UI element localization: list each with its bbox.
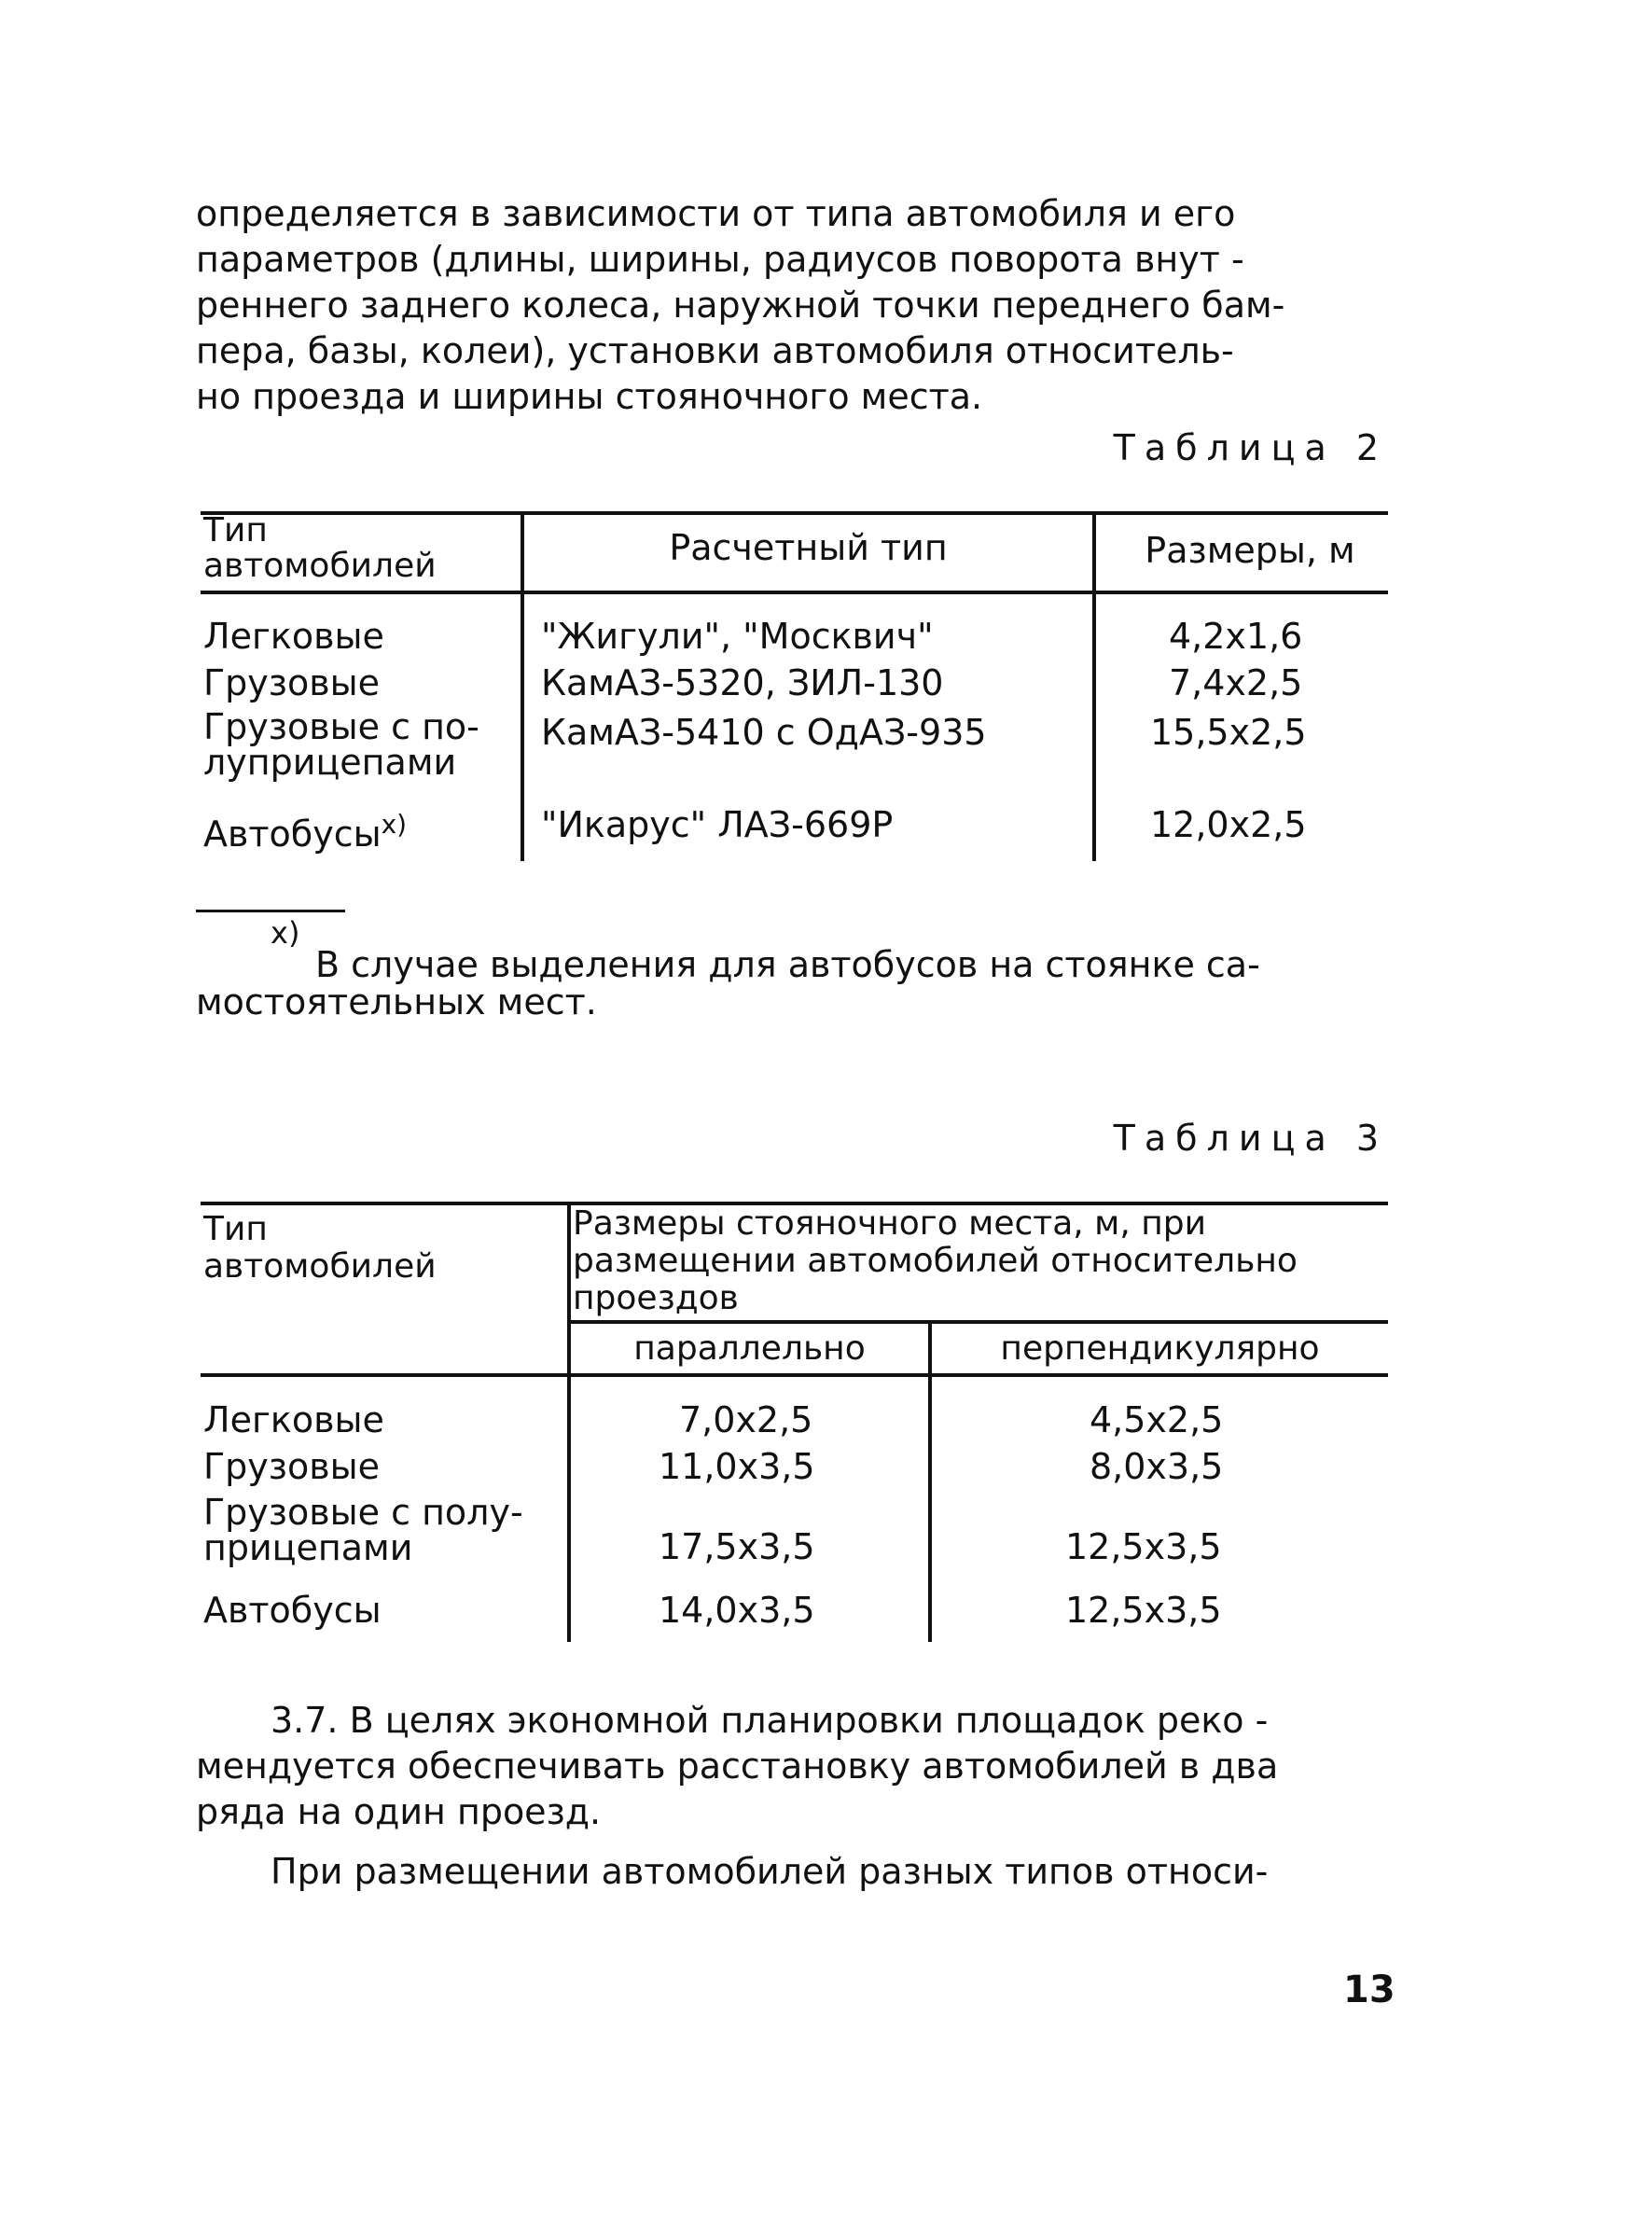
- table2-row-model: КамАЗ-5320, ЗИЛ-130: [541, 662, 944, 703]
- intro-line: но проезда и ширины стояночного места.: [196, 376, 983, 417]
- intro-line: реннего заднего колеса, наружной точки переднего бам-: [196, 285, 1285, 326]
- last-line: При размещении автомобилей разных типов относи-: [271, 1851, 1269, 1892]
- section-line: 3.7. В целях экономной планировки площадок реко -: [271, 1700, 1269, 1741]
- table2-row-size: 12,0х2,5: [1150, 804, 1307, 845]
- last-paragraph: [271, 1849, 1474, 1895]
- page-number: 13: [1343, 1968, 1395, 2011]
- table3-header-rule: [201, 1373, 1388, 1377]
- footnote-line: В случае выделения для автобусов на стоянке са-: [315, 944, 1260, 985]
- table2-row-type-text: Автобусы: [203, 814, 382, 855]
- footnote-line: мостоятельных мест.: [196, 981, 597, 1022]
- table3-row-type: Грузовые: [203, 1446, 381, 1487]
- table3-row-parallel: 14,0х3,5: [659, 1590, 815, 1631]
- table2-row-model: КамАЗ-5410 с ОдАЗ-935: [541, 712, 987, 753]
- table3-row-parallel: 11,0х3,5: [659, 1446, 815, 1487]
- table2-header-size: Размеры, м: [1145, 530, 1355, 571]
- table2-row-type: Грузовые с по- луприцепами: [203, 706, 479, 783]
- footnote-ref: х): [381, 809, 408, 840]
- table3-header-group: Размеры стояночного места, м, при размещении автомобилей относительно проездов: [573, 1204, 1298, 1317]
- section-paragraph: [271, 1698, 1474, 1744]
- table2-row-type: [203, 804, 407, 855]
- table2-header-model: Расчетный тип: [669, 527, 948, 568]
- intro-line: определяется в зависимости от типа автомобиля и его: [196, 193, 1236, 234]
- table3-row-parallel: 17,5х3,5: [659, 1526, 815, 1567]
- table2-row-size: 7,4х2,5: [1169, 662, 1303, 703]
- intro-paragraph: [196, 191, 1399, 420]
- table3-subheader-perpendicular: перпендикулярно: [1000, 1329, 1320, 1368]
- table3-row-parallel: 7,0х2,5: [679, 1399, 813, 1440]
- table2-row-size: 15,5х2,5: [1150, 712, 1307, 753]
- table3-row-perpendicular: 8,0х3,5: [1090, 1446, 1224, 1487]
- table3-row-perpendicular: 4,5х2,5: [1090, 1399, 1224, 1440]
- section-line: ряда на один проезд.: [196, 1791, 602, 1832]
- table3-row-type: Грузовые с полу- прицепами: [203, 1492, 523, 1568]
- table2-row-size: 4,2х1,6: [1169, 616, 1303, 657]
- footnote-marker: х): [271, 915, 300, 951]
- table3-row-type: Легковые: [203, 1399, 384, 1440]
- intro-line: пера, базы, колеи), установки автомобиля относитель-: [196, 330, 1234, 371]
- table3-row-perpendicular: 12,5х3,5: [1065, 1590, 1222, 1631]
- table2-row-type: Грузовые: [203, 662, 381, 703]
- intro-line: параметров (длины, ширины, радиусов поворота внут -: [196, 239, 1244, 280]
- table3-header-type: Тип автомобилей: [203, 1210, 437, 1286]
- table3-caption: Таблица 3: [1113, 1118, 1388, 1159]
- table3-subheader-parallel: параллельно: [633, 1329, 866, 1368]
- table3-row-type: Автобусы: [203, 1590, 382, 1631]
- table2-row-model: "Жигули", "Москвич": [541, 616, 934, 657]
- table3-subheader-rule: [571, 1320, 1388, 1324]
- section-paragraph-cont: [196, 1744, 1399, 1835]
- table3-col-divider-1: [567, 1202, 571, 1642]
- table2-row-type: Легковые: [203, 616, 384, 657]
- table2-row-model: "Икарус" ЛАЗ-669Р: [541, 804, 894, 845]
- section-line: мендуется обеспечивать расстановку автомобилей в два: [196, 1745, 1279, 1787]
- table2-caption: Таблица 2: [1113, 427, 1388, 468]
- table3-row-perpendicular: 12,5х3,5: [1065, 1526, 1222, 1567]
- table2-header-rule: [201, 591, 1388, 594]
- table2-header-type: Тип автомобилей: [203, 511, 437, 585]
